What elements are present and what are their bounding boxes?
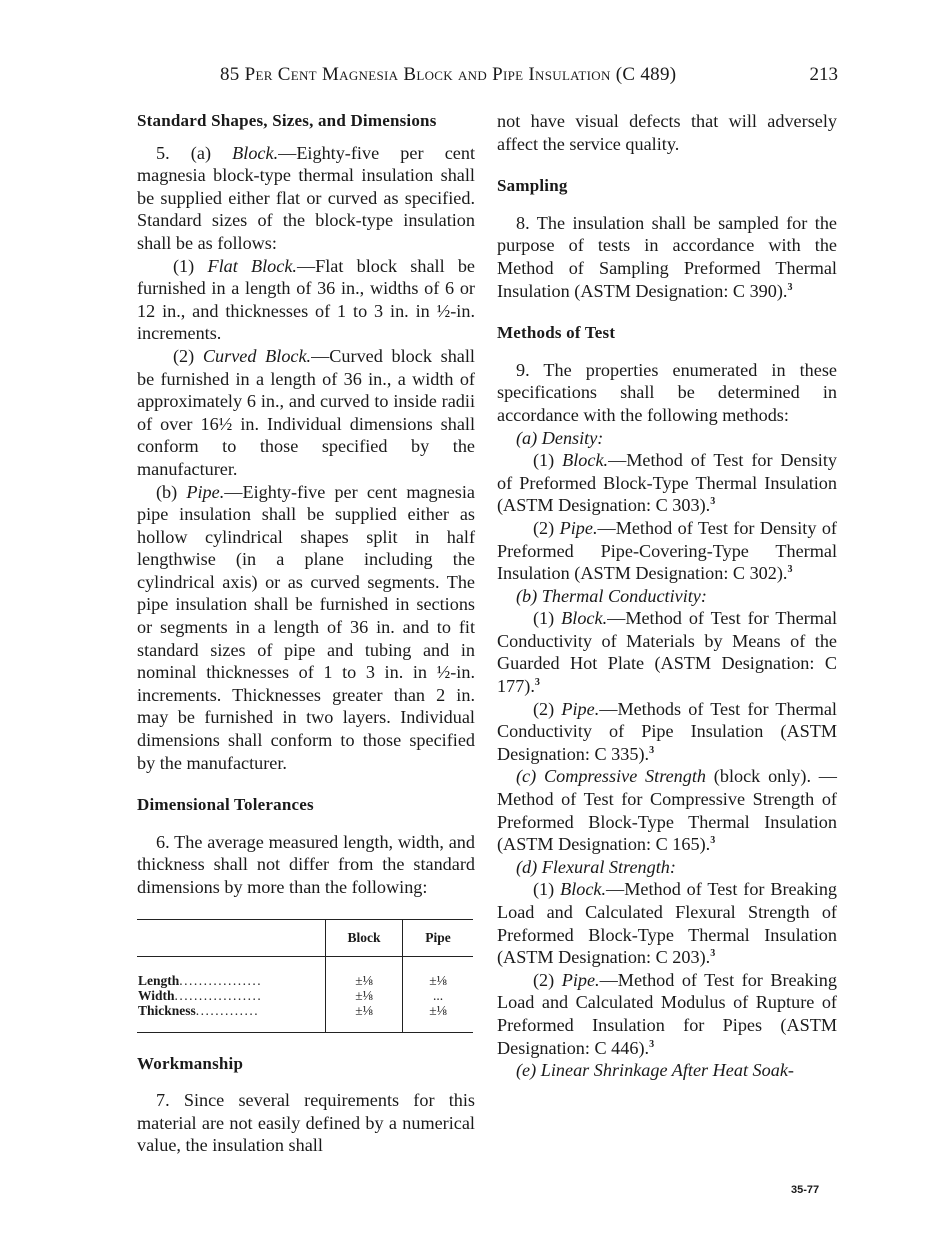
footnote-ref: 3 <box>534 677 540 688</box>
footnote-ref: 3 <box>710 835 716 847</box>
footnote-ref: 3 <box>710 948 716 960</box>
row-label-width: Width.................. <box>138 987 263 1003</box>
para-9b2: (2) Pipe.—Methods of Test for Thermal Conductivity of Pipe Insulation (ASTM Designation: C 335).$^3$ <box>497 698 837 764</box>
section-heading-workmanship: Workmanship <box>137 1053 244 1073</box>
tolerance-table <box>137 919 473 1033</box>
footnote-ref: 3 <box>787 281 793 293</box>
para-5a: 5. (a) Block.—Eighty-five per cent magnesia block-type thermal insulation shall be supplied either flat or curved as specified. Standard sizes of the block-type insulation shall be as follows: <box>137 142 475 253</box>
page-number: 213 <box>809 64 838 85</box>
table-header-pipe: Pipe <box>403 919 474 956</box>
section-heading-tolerances: Dimensional Tolerances <box>137 795 314 815</box>
para-9d1: (1) Block.—Method of Test for Breaking Load and Calculated Flexural Strength of Preformed Block-Type Thermal Insulation (ASTM Designation: C 203).$^3$ <box>497 879 838 968</box>
cell-pipe-width: ... <box>432 987 444 1003</box>
row-label-length: Length................. <box>138 972 263 988</box>
right-column <box>497 110 837 1082</box>
table-header-blank <box>137 919 326 956</box>
para-5a1: (1) Flat Block.—Flat block shall be furnished in a length of 36 in., widths of 6 or 12 in., and thicknesses of 1 to 3 in. in ½-in. increments. <box>137 255 476 344</box>
para-9d2: (2) Pipe.—Method of Test for Breaking Load and Calculated Modulus of Rupture of Preformed Insulation for Pipes (ASTM Designation: C 446).$^3$ <box>497 969 837 1058</box>
cell-block-thickness: ±⅛ <box>355 1002 373 1018</box>
para-9b-label: (b) Thermal Conductivity: <box>516 585 707 606</box>
para-9a1: (1) Block.—Method of Test for Density of Preformed Block-Type Thermal Insulation (ASTM Designation: C 303).$^3$ <box>497 450 838 516</box>
para-5b: (b) Pipe.—Eighty-five per cent magnesia pipe insulation shall be supplied either as hollow cylindrical shapes split in half lengthwise (in a plane including the cylindrical axis) or as curved segments. The pipe insulation shall be furnished in sections or segments in a length of 36 in. and to fit standard sizes of pipe and tubing and in nominal thicknesses of 1 to 3 in. in ½-in. increments. Thicknesses greater than 2 in. may be furnished in two layers. Individual dimensions shall conform to those specified by the manufacturer. <box>137 481 475 773</box>
table-row <box>137 956 473 1032</box>
row-label-thickness: Thickness............. <box>138 1002 260 1018</box>
cell-block-width: ±⅛ <box>355 987 373 1003</box>
footer-mark: 35-77 <box>791 1184 820 1196</box>
para-6: 6. The average measured length, width, and thickness shall not differ from the standard dimensions by more than the following: <box>137 831 475 897</box>
cell-block-length: ±⅛ <box>355 972 373 988</box>
left-column <box>137 110 475 1157</box>
para-9b1: (1) Block.—Method of Test for Thermal Conductivity of Materials by Means of the Guarded Hot Plate (ASTM Designation: C 177).$^3$ <box>497 608 838 697</box>
para-5a2: (2) Curved Block.—Curved block shall be furnished in a length of 36 in., a width of approximately 6 in., and curved to inside radii of over 16½ in. Individual dimensions shall conform to those specified by the manufacturer. <box>137 345 475 479</box>
table-header-block: Block <box>326 919 403 956</box>
para-7-continued: not have visual defects that will adversely affect the service quality. <box>497 111 837 154</box>
table-header-row <box>137 919 473 956</box>
section-heading-sampling: Sampling <box>497 176 568 196</box>
cell-pipe-thickness: ±⅛ <box>429 1002 447 1018</box>
header-title: 85 Per Cent Magnesia Block and Pipe Insulation (C 489) <box>220 64 677 85</box>
para-7: 7. Since several requirements for this material are not easily defined by a numerical value, the insulation shall <box>137 1090 475 1156</box>
para-9a-label: (a) Density: <box>516 427 604 448</box>
running-header <box>220 64 838 90</box>
para-9a2: (2) Pipe.—Method of Test for Density of Preformed Pipe-Covering-Type Thermal Insulation (ASTM Designation: C 302).$^3$ <box>497 517 837 584</box>
section-heading-shapes: Standard Shapes, Sizes, and Dimensions <box>137 111 437 130</box>
footnote-ref: 3 <box>649 744 655 756</box>
para-8: 8. The insulation shall be sampled for the purpose of tests in accordance with the Method of Sampling Preformed Thermal Insulation (ASTM Designation: C 390).$^3$ <box>497 212 837 301</box>
cell-pipe-length: ±⅛ <box>429 972 447 988</box>
para-9: 9. The properties enumerated in these specifications shall be determined in accordance with the following methods: <box>497 359 837 425</box>
footnote-ref: 3 <box>649 1038 655 1050</box>
para-9c: (c) Compressive Strength (block only). —Method of Test for Compressive Strength of Preformed Block-Type Thermal Insulation (ASTM Designation: C 165).$^3$ <box>497 766 837 855</box>
footnote-ref: 3 <box>710 496 716 508</box>
section-heading-methods: Methods of Test <box>497 323 616 343</box>
footnote-ref: 3 <box>787 564 793 576</box>
para-9d-label: (d) Flexural Strength: <box>516 856 676 877</box>
para-9e-label: (e) Linear Shrinkage After Heat Soak- <box>516 1060 794 1081</box>
